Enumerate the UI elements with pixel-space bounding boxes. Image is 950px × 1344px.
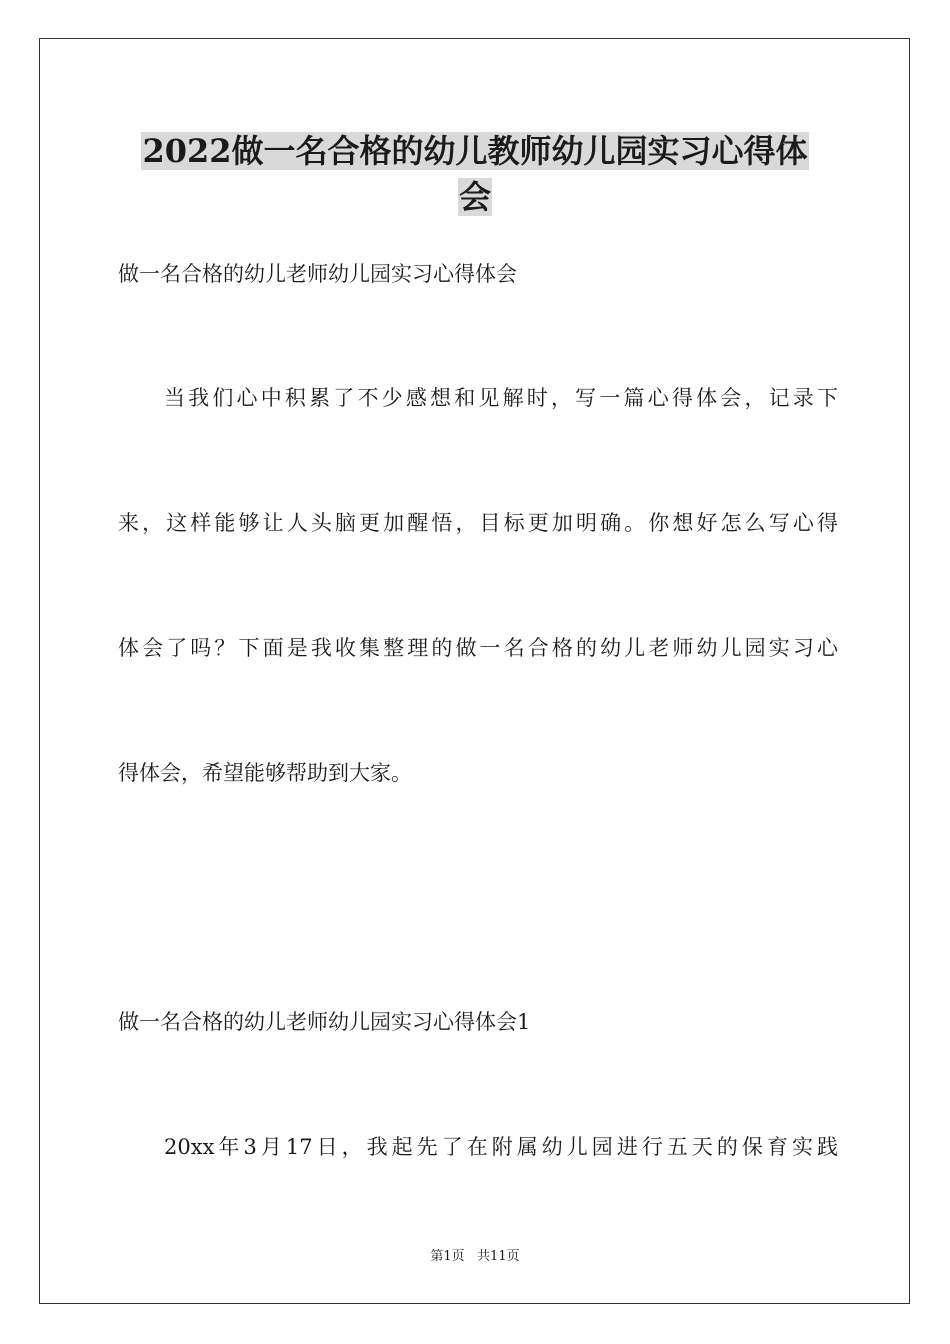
page-border — [39, 38, 910, 1304]
body-paragraph-line: 体会了吗？下面是我收集整理的做一名合格的幼儿老师幼儿园实习心 — [118, 636, 838, 660]
body-paragraph-line: 得体会，希望能够帮助到大家。 — [118, 761, 412, 785]
section-heading: 做一名合格的幼儿老师幼儿园实习心得体会1 — [118, 1010, 531, 1034]
title-line-2: 会 — [458, 178, 491, 216]
title-line-1: 2022做一名合格的幼儿教师幼儿园实习心得体 — [142, 132, 808, 170]
subtitle-heading: 做一名合格的幼儿老师幼儿园实习心得体会 — [118, 262, 517, 286]
body-paragraph-line: 20xx年3月17日，我起先了在附属幼儿园进行五天的保育实践 — [164, 1135, 838, 1159]
body-paragraph-line: 来，这样能够让人头脑更加醒悟，目标更加明确。你想好怎么写心得 — [118, 511, 838, 535]
page-number-footer: 第1页 共11页 — [430, 1249, 520, 1264]
document-title — [100, 128, 850, 220]
body-paragraph-line: 当我们心中积累了不少感想和见解时，写一篇心得体会，记录下 — [164, 386, 838, 410]
